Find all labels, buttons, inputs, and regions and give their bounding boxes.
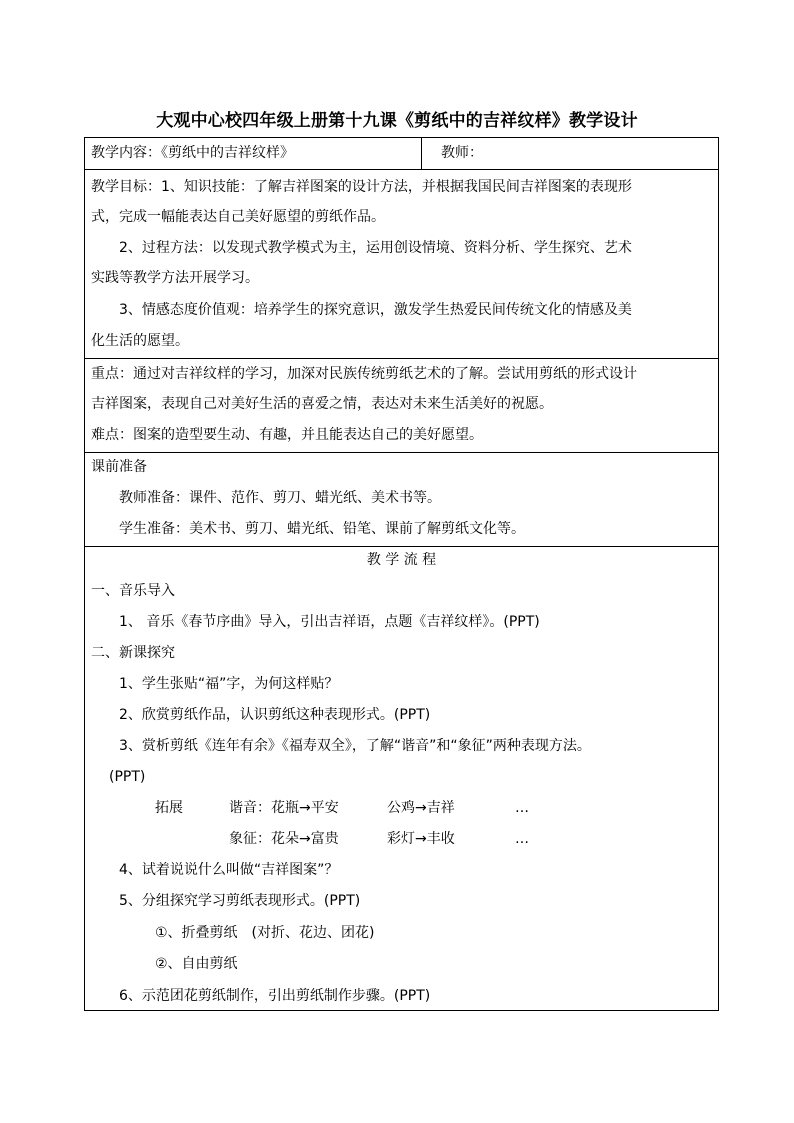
goal-line: 式，完成一幅能表达自己美好愿望的剪纸作品。 bbox=[91, 209, 385, 225]
goal-line: 3、情感态度价值观：培养学生的探究意识，激发学生热爱民间传统文化的情感及美 bbox=[119, 302, 632, 318]
extension-ellipsis: … bbox=[515, 831, 529, 847]
goal-line: 教学目标：1、知识技能：了解吉祥图案的设计方法，并根据我国民间吉祥图案的表现形 bbox=[91, 179, 632, 195]
extension-item: 彩灯→丰收 bbox=[387, 831, 455, 847]
flow-step: 2、欣赏剪纸作品，认识剪纸这种表现形式。(PPT) bbox=[119, 707, 431, 723]
extension-item: 谐音：花瓶→平安 bbox=[229, 800, 339, 816]
extension-ellipsis: … bbox=[515, 800, 529, 816]
row-divider bbox=[85, 546, 718, 547]
goal-line: 化生活的愿望。 bbox=[91, 333, 189, 349]
flow-step: 6、示范团花剪纸制作，引出剪纸制作步骤。(PPT) bbox=[119, 988, 431, 1004]
row-divider bbox=[85, 169, 718, 170]
extension-label: 拓展 bbox=[155, 800, 183, 816]
flow-substep: ②、自由剪纸 bbox=[155, 956, 238, 972]
goal-line: 实践等教学方法开展学习。 bbox=[91, 270, 259, 286]
section-heading: 一、音乐导入 bbox=[91, 583, 175, 599]
flow-substep: ①、折叠剪纸 (对折、花边、团花) bbox=[155, 925, 375, 941]
prep-student: 学生准备：美术书、剪刀、蜡光纸、铅笔、课前了解剪纸文化等。 bbox=[119, 521, 525, 537]
prep-heading: 课前准备 bbox=[91, 459, 147, 475]
content-label: 教学内容：《剪纸中的吉祥纹样》 bbox=[91, 145, 294, 161]
teacher-label: 教师： bbox=[441, 145, 483, 161]
extension-item: 公鸡→吉祥 bbox=[387, 800, 455, 816]
flow-step: 1、学生张贴“福”字，为何这样贴？ bbox=[119, 676, 339, 692]
flow-step: 1、 音乐《春节序曲》导入，引出吉祥语，点题《吉祥纹样》。(PPT) bbox=[119, 614, 540, 630]
lesson-plan-table bbox=[84, 137, 719, 1011]
key-point-line: 吉祥图案，表现自己对美好生活的喜爱之情，表达对未来生活美好的祝愿。 bbox=[91, 396, 553, 412]
flow-step: (PPT) bbox=[109, 769, 146, 785]
prep-teacher: 教师准备：课件、范作、剪刀、蜡光纸、美术书等。 bbox=[119, 490, 441, 506]
page-title: 大观中心校四年级上册第十九课《剪纸中的吉祥纹样》教学设计 bbox=[156, 111, 638, 131]
difficulty-line: 难点：图案的造型要生动、有趣，并且能表达自己的美好愿望。 bbox=[91, 427, 483, 443]
flow-step: 3、赏析剪纸《连年有余》《福寿双全》，了解“谐音”和“象征”两种表现方法。 bbox=[119, 738, 591, 754]
flow-heading: 教 学 流 程 bbox=[366, 552, 437, 568]
goal-line: 2、过程方法：以发现式教学模式为主，运用创设情境、资料分析、学生探究、艺术 bbox=[119, 240, 632, 256]
extension-item: 象征：花朵→富贵 bbox=[229, 831, 339, 847]
flow-step: 4、试着说说什么叫做“吉祥图案”？ bbox=[119, 862, 339, 878]
row-divider bbox=[85, 452, 718, 453]
flow-step: 5、分组探究学习剪纸表现形式。(PPT) bbox=[119, 893, 361, 909]
section-heading: 二、新课探究 bbox=[91, 645, 175, 661]
row-divider bbox=[85, 358, 718, 359]
key-point-line: 重点：通过对吉祥纹样的学习，加深对民族传统剪纸艺术的了解。尝试用剪纸的形式设计 bbox=[91, 366, 637, 382]
column-divider bbox=[421, 138, 422, 169]
